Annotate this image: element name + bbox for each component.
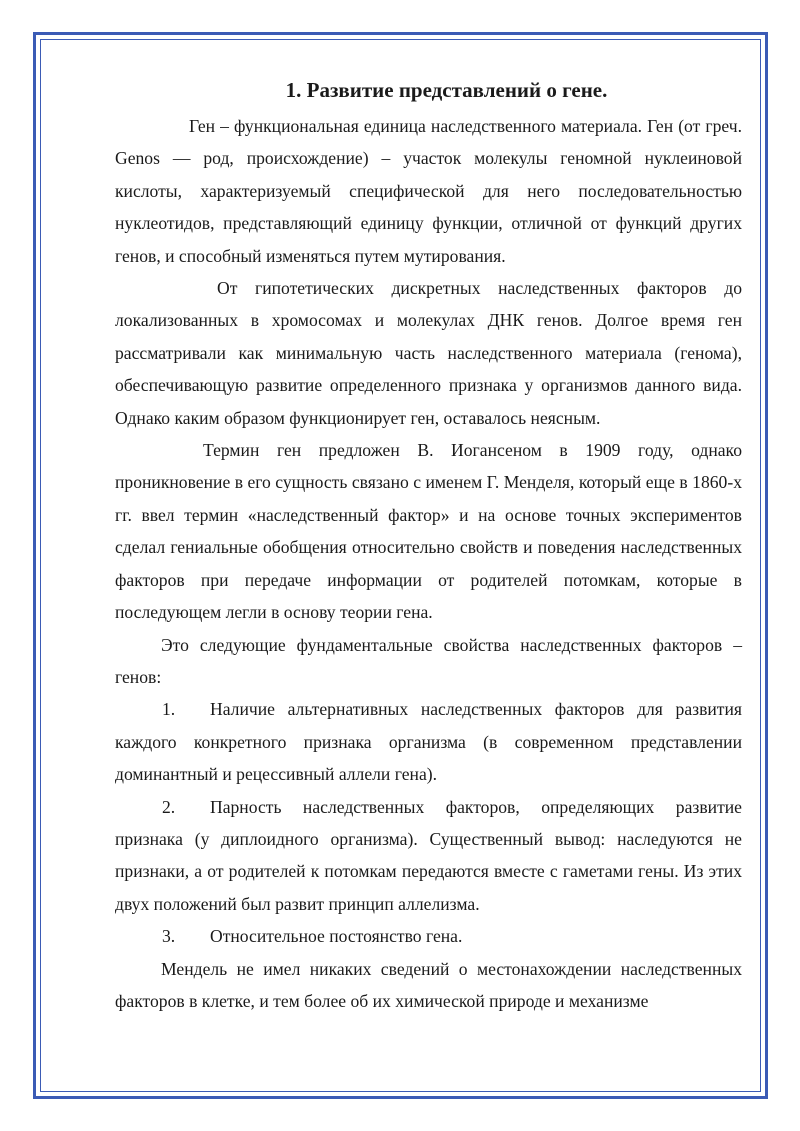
list-item [115,693,742,790]
list-item-text: Относительное постоянство гена. [210,926,463,947]
list-item-number: 2. [162,796,176,817]
document-body [115,74,742,1017]
list-item-number: 3. [162,926,176,947]
paragraph-johannsen-mendel: Термин ген предложен В. Иогансеном в 1909 году, однако проникновение в его сущность связано с именем Г. Менделя, который еще в 1860-х гг. ввел термин «наследственный фактор» и на основе точных экспериментов сделал гениальные обобщения относительно свойств и поведения наследственных факторов при передаче информации от родителей потомкам, которые в последующем легли в основу теории гена. [115,440,742,623]
paragraph-gene-definition: Ген – функциональная единица наследственного материала. Ген (от греч. Genos — род, происхождение) – участок молекулы геномной нуклеиновой кислоты, характеризуемый специфической для него последовательностью нуклеотидов, представляющий единицу функции, отличной от функций других генов, и способный изменяться путем мутирования. [115,116,742,266]
list-item [115,791,742,921]
list-item-text: Парность наследственных факторов, определяющих развитие признака (у диплоидного организма). Существенный вывод: наследуются не признаки, а от родителей к потомкам передаются вместе с гаметами гены. Из этих двух положений был развит принцип аллелизма. [115,796,742,914]
paragraph-mendel-closing: Мендель не имел никаких сведений о местонахождении наследственных факторов в клетке, и тем более об их химической природе и механизме [115,958,742,1011]
paragraph-properties-intro: Это следующие фундаментальные свойства наследственных факторов – генов: [115,634,742,687]
paragraph-gene-history: От гипотетических дискретных наследственных факторов до локализованных в хромосомах и молекулах ДНК генов. Долгое время ген рассматривали как минимальную часть наследственного материала (генома), обеспечивающую развитие определенного признака у организмов данного вида. Однако каким образом функционирует ген, оставалось неясным. [115,278,742,428]
list-item [115,920,742,952]
list-item-text: Наличие альтернативных наследственных факторов для развития каждого конкретного признака организма (в современном представлении доминантный и рецессивный аллели гена). [115,699,742,785]
document-title: 1. Развитие представлений о гене. [285,78,608,102]
list-item-number: 1. [162,699,176,720]
